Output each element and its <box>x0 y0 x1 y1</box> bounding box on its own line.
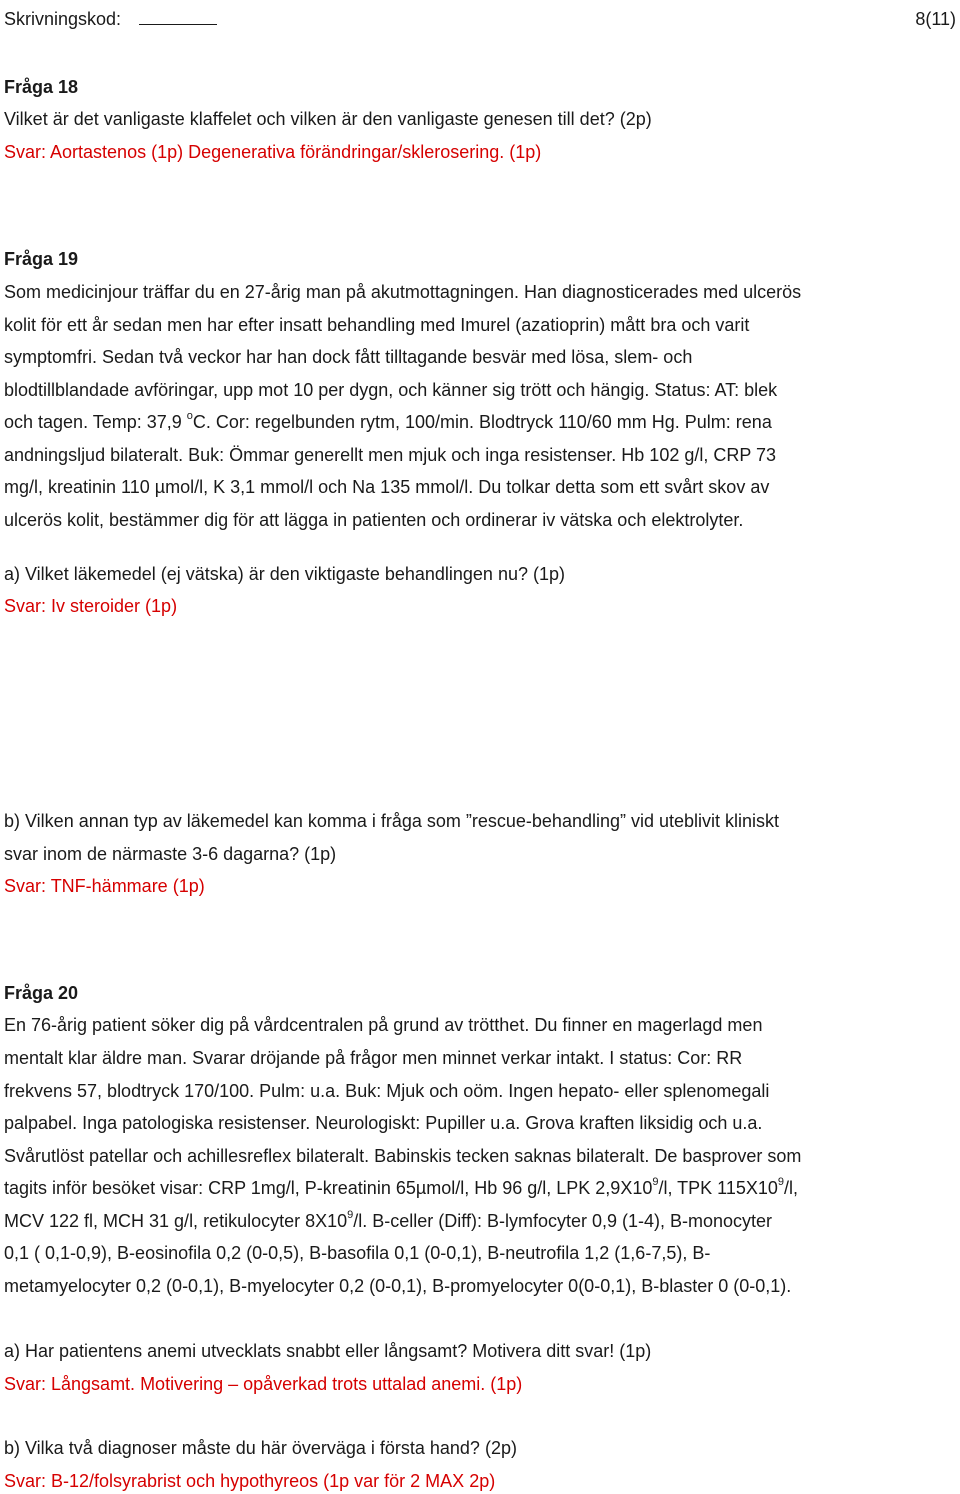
q20b-question: b) Vilka två diagnoser måste du här överväga i första hand? (2p) <box>4 1438 517 1458</box>
q20a-answer: Svar: Långsamt. Motivering – opåverkad trots uttalad anemi. (1p) <box>4 1374 523 1394</box>
q19-body-temp-line <box>4 410 772 434</box>
q20-title: Fråga 20 <box>4 983 79 1003</box>
q18-answer: Svar: Aortastenos (1p) Degenerativa förändringar/sklerosering. (1p) <box>4 142 542 162</box>
text-run: och tagen. Temp: 37,9 <box>4 412 187 432</box>
exponent: 9 <box>777 1176 785 1188</box>
q19-body-line: kolit för ett år sedan men har efter insatt behandling med Imurel (azatioprin) mått bra och varit <box>4 315 750 335</box>
q20-body-line: frekvens 57, blodtryck 170/100. Pulm: u.a. Buk: Mjuk och oöm. Ingen hepato- eller splenomegali <box>4 1081 770 1101</box>
q19-body-line: symptomfri. Sedan två veckor har han dock fått tilltagande besvär med lösa, slem- och <box>4 347 693 367</box>
text-run: /l, <box>784 1178 799 1198</box>
q19-body-line: ulcerös kolit, bestämmer dig för att lägga in patienten och ordinerar iv vätska och elektrolyter. <box>4 510 744 530</box>
text-run: MCV 122 fl, MCH 31 g/l, retikulocyter 8X10 <box>4 1211 348 1231</box>
exponent: 9 <box>652 1176 659 1188</box>
text-run: tagits inför besöket visar: CRP 1mg/l, P-kreatinin 65µmol/l, Hb 96 g/l, LPK 2,9X10 <box>4 1178 653 1198</box>
q18-title: Fråga 18 <box>4 77 79 97</box>
q20-body-line: palpabel. Inga patologiska resistenser. Neurologiskt: Pupiller u.a. Grova kraften liksidig och u.a. <box>4 1113 763 1133</box>
q19b-answer: Svar: TNF-hämmare (1p) <box>4 876 205 896</box>
exponent: 9 <box>347 1209 354 1221</box>
q20-body-line: mentalt klar äldre man. Svarar dröjande på frågor men minnet verkar intakt. I status: Cor: RR <box>4 1048 743 1068</box>
q19-body-line: andningsljud bilateralt. Buk: Ömmar generellt men mjuk och inga resistenser. Hb 102 g/l, CRP 73 <box>4 445 777 465</box>
q19a-answer: Svar: Iv steroider (1p) <box>4 596 178 616</box>
q19b-question-line: b) Vilken annan typ av läkemedel kan komma i fråga som ”rescue-behandling” vid uteblivit kliniskt <box>4 811 780 831</box>
q20-body-line: En 76-årig patient söker dig på vårdcentralen på grund av trötthet. Du finner en magerlagd men <box>4 1015 763 1035</box>
q20-body-line: metamyelocyter 0,2 (0-0,1), B-myelocyter 0,2 (0-0,1), B-promyelocyter 0(0-0,1), B-blaster 0 (0-0,1). <box>4 1276 792 1296</box>
q20-body-line: 0,1 ( 0,1-0,9), B-eosinofila 0,2 (0-0,5), B-basofila 0,1 (0-0,1), B-neutrofila 1,2 (1,6-7,5), B- <box>4 1243 711 1263</box>
text-run: /l, TPK 115X10 <box>658 1178 778 1198</box>
q19-body-line: blodtillblandade avföringar, upp mot 10 per dygn, och känner sig trött och hängig. Status: AT: blek <box>4 380 778 400</box>
q20-body-line: Svårutlöst patellar och achillesreflex bilateralt. Babinskis tecken saknas bilateralt. De basprover som <box>4 1146 802 1166</box>
q20a-question: a) Har patientens anemi utvecklats snabbt eller långsamt? Motivera ditt svar! (1p) <box>4 1341 652 1361</box>
code-label-row <box>4 7 217 31</box>
q18-question: Vilket är det vanligaste klaffelet och vilken är den vanligaste genesen till det? (2p) <box>4 109 652 129</box>
q19a-question: a) Vilket läkemedel (ej vätska) är den viktigaste behandlingen nu? (1p) <box>4 564 565 584</box>
code-label: Skrivningskod: <box>4 9 122 29</box>
q19-title: Fråga 19 <box>4 249 79 269</box>
q20-lab-line <box>4 1209 772 1233</box>
text-run: C. Cor: regelbunden rytm, 100/min. Blodtryck 110/60 mm Hg. Pulm: rena <box>192 412 772 432</box>
text-run: /l. B-celler (Diff): B-lymfocyter 0,9 (1-4), B-monocyter <box>353 1211 773 1231</box>
q19-body-line: Som medicinjour träffar du en 27-årig man på akutmottagningen. Han diagnosticerades med ulcerös <box>4 282 802 302</box>
q19b-question-line: svar inom de närmaste 3-6 dagarna? (1p) <box>4 844 337 864</box>
q19-body-line: mg/l, kreatinin 110 µmol/l, K 3,1 mmol/l och Na 135 mmol/l. Du tolkar detta som ett svårt skov av <box>4 477 770 497</box>
code-blank-line <box>139 8 217 25</box>
page-number: 8(11) <box>915 9 956 29</box>
q20-lab-line <box>4 1176 798 1200</box>
degree-superscript: o <box>186 410 193 422</box>
q20b-answer: Svar: B-12/folsyrabrist och hypothyreos (1p var för 2 MAX 2p) <box>4 1471 496 1491</box>
